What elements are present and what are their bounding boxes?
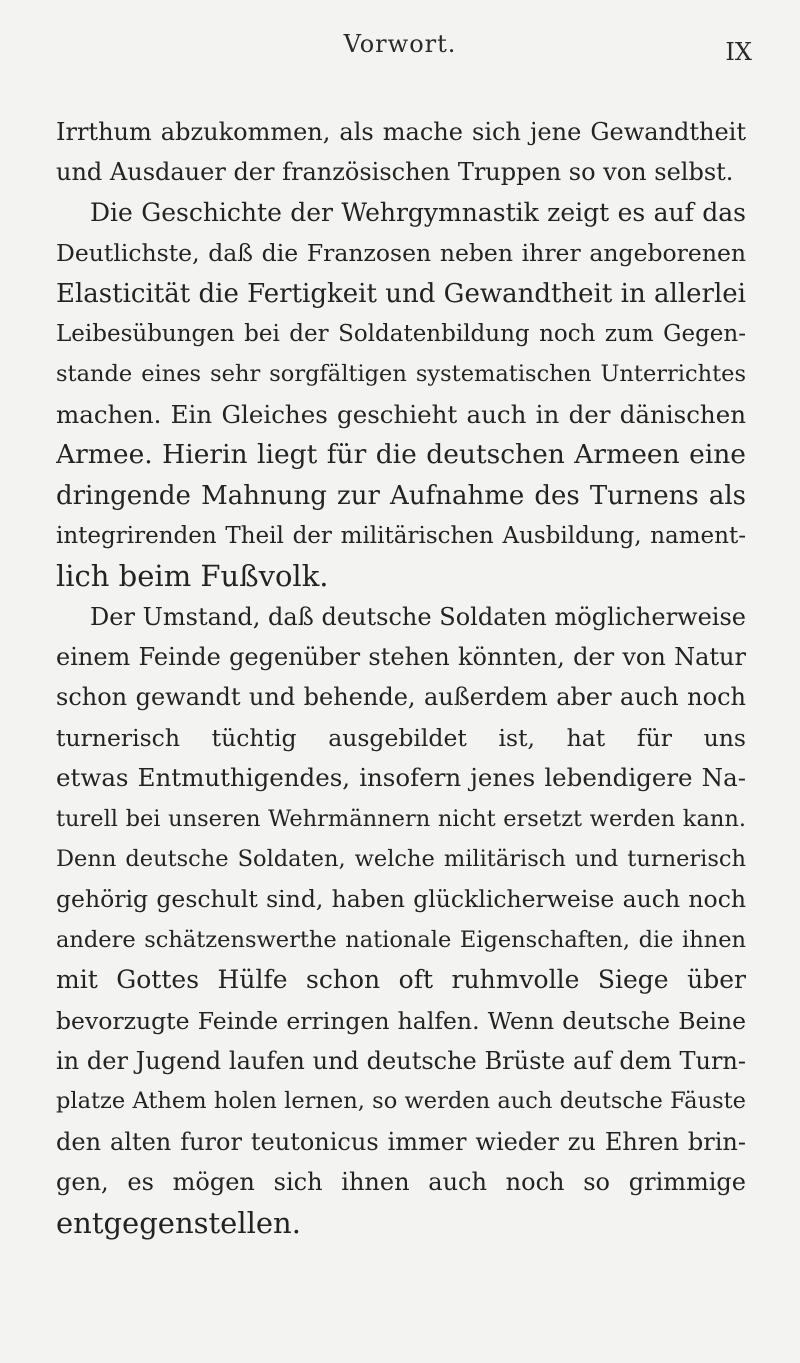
text-line: turell bei unseren Wehrmännern nicht ersetzt werden kann. bbox=[56, 805, 746, 832]
text-line: Deutlichste, daß die Franzosen neben ihrer angeborenen bbox=[56, 239, 746, 268]
text-line: stande eines sehr sorgfältigen systematischen Unterrichtes bbox=[56, 361, 746, 388]
page-number: IX bbox=[725, 38, 752, 66]
text-line: schon gewandt und behende, außerdem aber auch noch bbox=[56, 683, 746, 712]
text-line: bevorzugte Feinde erringen halfen. Wenn deutsche Beine bbox=[56, 1006, 746, 1035]
text-line: Der Umstand, daß deutsche Soldaten möglicherweise bbox=[90, 602, 746, 631]
running-title: Vorwort. bbox=[343, 30, 457, 58]
text-line: etwas Entmuthigendes, insofern jenes lebendigere Na- bbox=[56, 763, 746, 793]
text-line: turnerisch tüchtig ausgebildet ist, hat für uns bbox=[56, 723, 746, 752]
text-line: Leibesübungen bei der Soldatenbildung noch zum Gegen- bbox=[56, 320, 746, 347]
text-line: Die Geschichte der Wehrgymnastik zeigt es auf das bbox=[90, 197, 746, 227]
text-line: mit Gottes Hülfe schon oft ruhmvolle Siege über bbox=[56, 965, 746, 995]
text-line: lich beim Fußvolk. bbox=[56, 559, 329, 594]
text-line: platze Athem holen lernen, so werden auch deutsche Fäuste bbox=[56, 1088, 746, 1115]
text-line: Elasticität die Fertigkeit und Gewandtheit in allerlei bbox=[56, 278, 746, 309]
text-line: und Ausdauer der französischen Truppen so von selbst. bbox=[56, 158, 734, 187]
text-line: gen, es mögen sich ihnen auch noch so grimmige bbox=[56, 1168, 746, 1197]
text-line: Armee. Hierin liegt für die deutschen Armeen eine bbox=[56, 439, 746, 471]
text-line: dringende Mahnung zur Aufnahme des Turnens als bbox=[56, 480, 746, 511]
text-line: machen. Ein Gleiches geschieht auch in der dänischen bbox=[56, 399, 746, 429]
text-line: Denn deutsche Soldaten, welche militärisch und turnerisch bbox=[56, 846, 746, 873]
text-line: einem Feinde gegenüber stehen könnten, der von Natur bbox=[56, 643, 746, 672]
text-line: den alten furor teutonicus immer wieder zu Ehren brin- bbox=[56, 1127, 746, 1156]
text-line: integrirenden Theil der militärischen Ausbildung, nament- bbox=[56, 522, 746, 549]
text-line: Irrthum abzukommen, als mache sich jene Gewandtheit bbox=[56, 118, 746, 146]
text-line: gehörig geschult sind, haben glücklicherweise auch noch bbox=[56, 885, 746, 914]
text-line: entgegenstellen. bbox=[56, 1205, 301, 1240]
text-line: in der Jugend laufen und deutsche Brüste auf dem Turn- bbox=[56, 1046, 746, 1075]
body-text bbox=[56, 112, 746, 1243]
text-line: andere schätzenswerthe nationale Eigenschaften, die ihnen bbox=[56, 926, 746, 953]
